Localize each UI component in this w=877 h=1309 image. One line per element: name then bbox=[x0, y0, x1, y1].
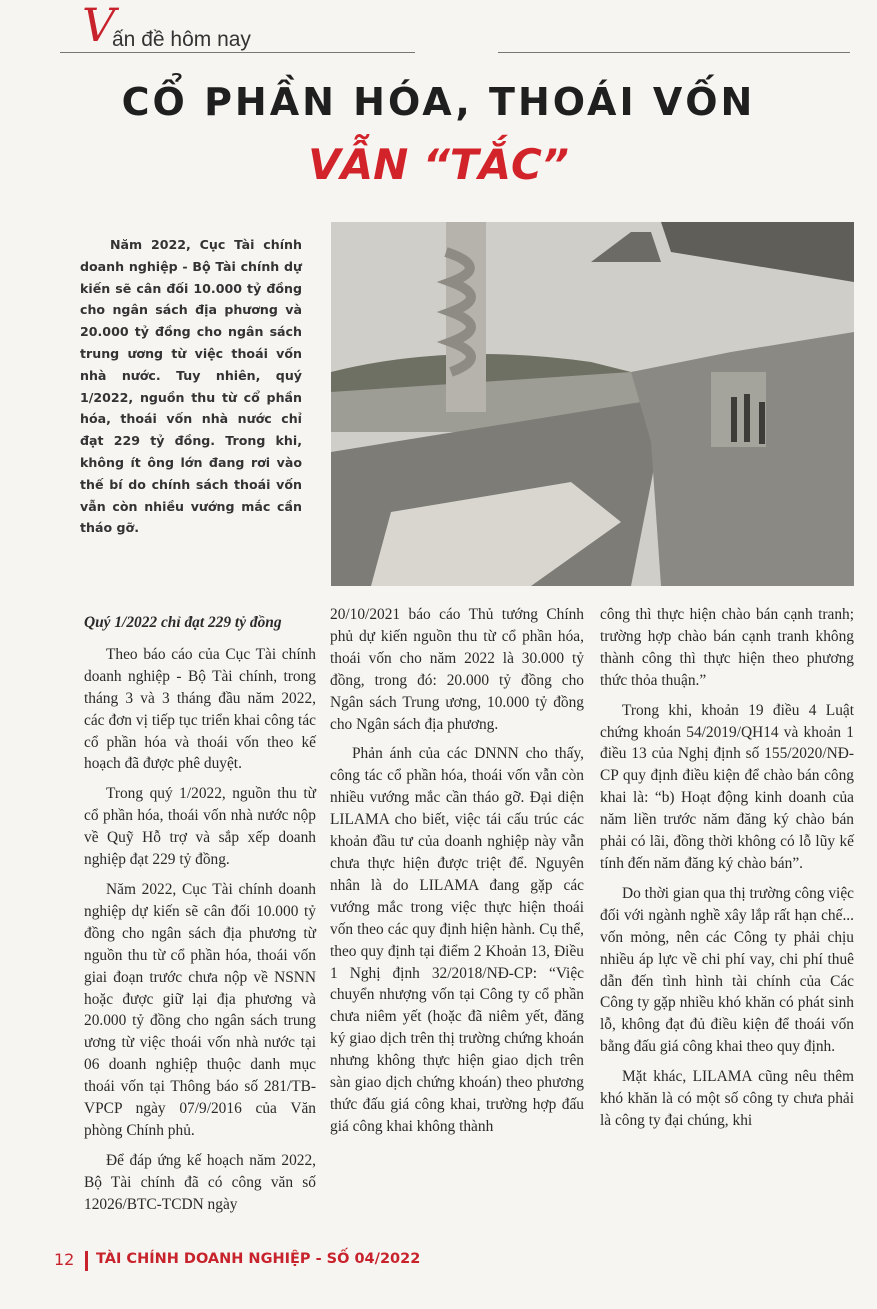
publication-name: TÀI CHÍNH DOANH NGHIỆP - SỐ 04/2022 bbox=[96, 1251, 421, 1267]
page-number: 12 bbox=[54, 1250, 75, 1269]
footer-divider bbox=[85, 1251, 88, 1271]
paragraph: Trong khi, khoản 19 điều 4 Luật chứng khoán 54/2019/QH14 và khoản 1 điều 13 của Nghị định số 155/2020/NĐ-CP quy định điều kiện để chào bán công khai là: “b) Hoạt động kinh doanh của năm liền trước năm đăng ký chào bán phải có lãi, đồng thời không có lỗ lũy kế tính đến năm đăng ký chào bán”. bbox=[600, 701, 854, 872]
article-title: CỔ PHẦN HÓA, THOÁI VỐN bbox=[121, 80, 756, 124]
paragraph: công thì thực hiện chào bán cạnh tranh; trường hợp chào bán cạnh tranh không thành công thì thực hiện theo phương thức thỏa thuận.” bbox=[600, 606, 854, 689]
section-header bbox=[60, 0, 850, 54]
column-2 bbox=[330, 604, 584, 1146]
subheading: Quý 1/2022 chỉ đạt 229 tỷ đồng bbox=[84, 614, 282, 631]
column-3 bbox=[600, 604, 854, 1140]
column-1 bbox=[84, 604, 316, 1224]
header-rule-right bbox=[498, 52, 850, 53]
paragraph: Năm 2022, Cục Tài chính doanh nghiệp dự kiến sẽ cân đối 10.000 tỷ đồng cho ngân sách địa phương từ nguồn thu từ cổ phần hóa, thoái vốn giai đoạn trước chưa nộp về NSNN hoặc được giữ lại địa phương và 20.000 tỷ đồng cho ngân sách trung ương từ việc thoái vốn nhà nước tại 06 doanh nghiệp thuộc danh mục thoái vốn tại Thông báo số 281/TB-VPCP ngày 07/9/2016 của Văn phòng Chính phủ. bbox=[84, 880, 316, 1139]
lead-paragraph: Năm 2022, Cục Tài chính doanh nghiệp - Bộ Tài chính dự kiến sẽ cân đối 10.000 tỷ đồng cho ngân sách địa phương và 20.000 tỷ đồng cho ngân sách trung ương từ việc thoái vốn nhà nước. Tuy nhiên, quý 1/2022, nguồn thu từ cổ phần hóa, thoái vốn nhà nước chỉ đạt 229 tỷ đồng. Trong khi, không ít ông lớn đang rơi vào thế bí do chính sách thoái vốn vẫn còn nhiều vướng mắc cần tháo gỡ. bbox=[80, 237, 302, 536]
article-title-accent: VẪN “TẮC” bbox=[308, 140, 569, 189]
section-label: ấn đề hôm nay bbox=[112, 28, 251, 51]
paragraph: Theo báo cáo của Cục Tài chính doanh nghiệp - Bộ Tài chính, trong tháng 3 và 3 tháng đầu năm 2022, các đơn vị tiếp tục triển khai công tác cổ phần hóa và thoái vốn theo kế hoạch đã được phê duyệt. bbox=[84, 645, 316, 773]
paragraph: 20/10/2021 báo cáo Thủ tướng Chính phủ dự kiến nguồn thu từ cổ phần hóa, thoái vốn cho năm 2022 là 30.000 tỷ đồng, trong đó: 20.000 tỷ đồng cho Ngân sách Trung ương, 10.000 tỷ đồng cho Ngân sách địa phương. bbox=[330, 606, 584, 733]
paragraph: Trong quý 1/2022, nguồn thu từ cổ phần hóa, thoái vốn nhà nước nộp về Quỹ Hỗ trợ và sắp xếp doanh nghiệp đạt 229 tỷ đồng. bbox=[84, 785, 316, 869]
article-photo bbox=[331, 222, 854, 586]
paragraph: Mặt khác, LILAMA cũng nêu thêm khó khăn là có một số công ty chưa phải là công ty đại chúng, khi bbox=[600, 1068, 854, 1129]
paragraph: Để đáp ứng kế hoạch năm 2022, Bộ Tài chính đã có công văn số 12026/BTC-TCDN ngày bbox=[84, 1151, 316, 1213]
photo-icon bbox=[331, 222, 854, 586]
section-initial: V bbox=[82, 0, 116, 52]
header-rule-left bbox=[60, 52, 415, 53]
paragraph: Do thời gian qua thị trường công việc đối với ngành nghề xây lắp rất hạn chế... vốn mỏng, nên các Công ty phải chịu nhiều áp lực về chi phí vay, chi phí thuê dẫn đến tình hình tài chính của Các Công ty gặp nhiều khó khăn có phát sinh lỗ, không đạt đủ điều kiện để thoái vốn bằng đấu giá công khai theo quy định. bbox=[600, 884, 854, 1056]
paragraph: Phản ánh của các DNNN cho thấy, công tác cổ phần hóa, thoái vốn vẫn còn nhiều vướng mắc cần tháo gỡ. Đại diện LILAMA cho biết, việc tái cấu trúc các khoản đầu tư của doanh nghiệp này vẫn chưa thực hiện được triệt để. Nguyên nhân là do LILAMA đang gặp các vướng mắc trong việc thực hiện thoái vốn theo các quy định hiện hành. Cụ thể, theo quy định tại điểm 2 Khoản 13, Điều 1 Nghị định 32/2018/NĐ-CP: “Việc chuyển nhượng vốn tại Công ty cổ phần chưa niêm yết (hoặc đã niêm yết, đăng ký giao dịch trên thị trường chứng khoán nhưng không thực hiện giao dịch trên sàn giao dịch chứng khoán) theo phương thức đấu giá công khai, trường hợp đấu giá công khai không thành bbox=[330, 745, 584, 1135]
